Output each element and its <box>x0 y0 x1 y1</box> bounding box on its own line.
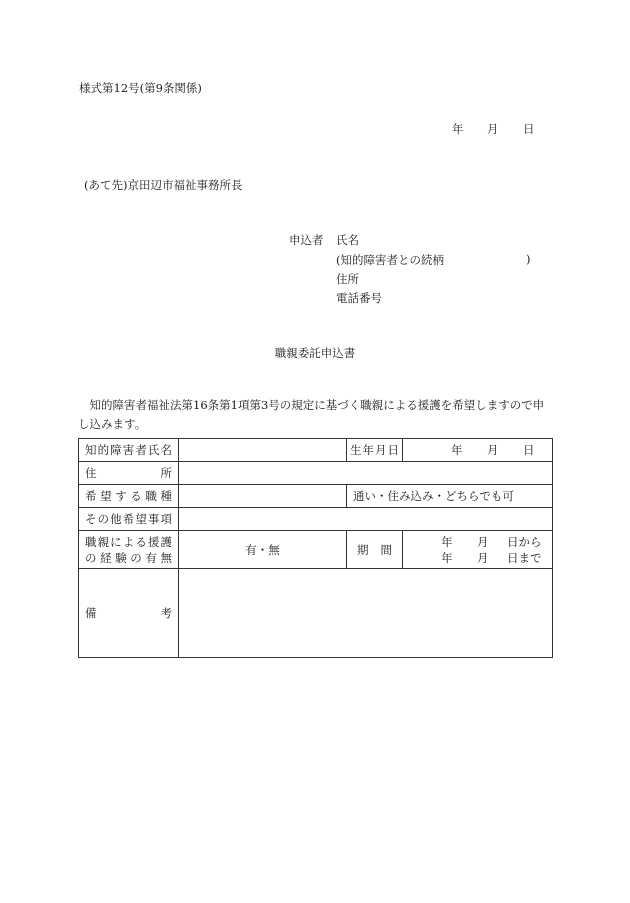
period-from-year: 年 <box>441 534 453 549</box>
experience-label-line2: の経験の有無 <box>85 550 172 565</box>
birth-date-label: 生年月日 <box>347 439 403 462</box>
remarks-label-char2: 考 <box>160 606 172 620</box>
other-requests-label: その他希望事項 <box>79 508 179 531</box>
period-to-year: 年 <box>441 550 453 565</box>
birth-year-label: 年 <box>451 443 463 457</box>
applicant-relation-label: (知的障害者との続柄 <box>336 253 444 267</box>
table-row <box>79 508 553 531</box>
document-title: 職親委託申込書 <box>274 346 356 360</box>
application-table <box>78 438 553 658</box>
table-row <box>79 439 553 462</box>
applicant-relation-close: ) <box>526 252 531 266</box>
date-year-label: 年 <box>452 122 464 136</box>
table-row <box>79 569 553 658</box>
birth-day-label: 日 <box>523 443 535 457</box>
desired-job-field[interactable] <box>179 485 347 508</box>
form-number: 様式第12号(第9条関係) <box>79 81 202 95</box>
applicant-name-label: 氏名 <box>336 233 359 247</box>
table-row <box>79 462 553 485</box>
period-field[interactable] <box>403 531 553 569</box>
address-label: 住所 <box>79 462 179 485</box>
birth-date-field[interactable] <box>403 439 553 462</box>
period-to <box>409 550 546 566</box>
remarks-field[interactable] <box>179 569 553 658</box>
applicant-label: 申込者 <box>289 233 324 247</box>
disabled-person-name-field[interactable] <box>179 439 347 462</box>
remarks-label <box>79 569 179 658</box>
date-day-label: 日 <box>523 122 535 136</box>
experience-label-line1: 職親による援護 <box>85 534 172 549</box>
period-to-month: 月 <box>477 550 489 565</box>
table-row <box>79 531 553 569</box>
period-from <box>409 534 546 550</box>
period-from-month: 月 <box>477 534 489 549</box>
desired-job-label: 希望する職種 <box>79 485 179 508</box>
addressee: (あて先)京田辺市福祉事務所長 <box>84 178 243 192</box>
period-from-day: 日から <box>507 534 542 549</box>
table-row <box>79 485 553 508</box>
applicant-phone-label: 電話番号 <box>336 291 382 305</box>
experience-label <box>79 531 179 569</box>
other-requests-field[interactable] <box>179 508 553 531</box>
experience-value: 有・無 <box>179 531 347 569</box>
remarks-label-char1: 備 <box>85 606 97 620</box>
address-field[interactable] <box>179 462 553 485</box>
applicant-address-label: 住所 <box>336 272 359 286</box>
date-month-label: 月 <box>487 122 499 136</box>
body-text: 知的障害者福祉法第16条第1項第3号の規定に基づく職親による援護を希望しますので申し込みます。 <box>78 398 545 431</box>
disabled-person-name-label: 知的障害者氏名 <box>79 439 179 462</box>
period-to-day: 日まで <box>507 550 542 565</box>
commute-options: 通い・住み込み・どちらでも可 <box>347 485 553 508</box>
period-label: 期間 <box>347 531 403 569</box>
birth-month-label: 月 <box>487 443 499 457</box>
